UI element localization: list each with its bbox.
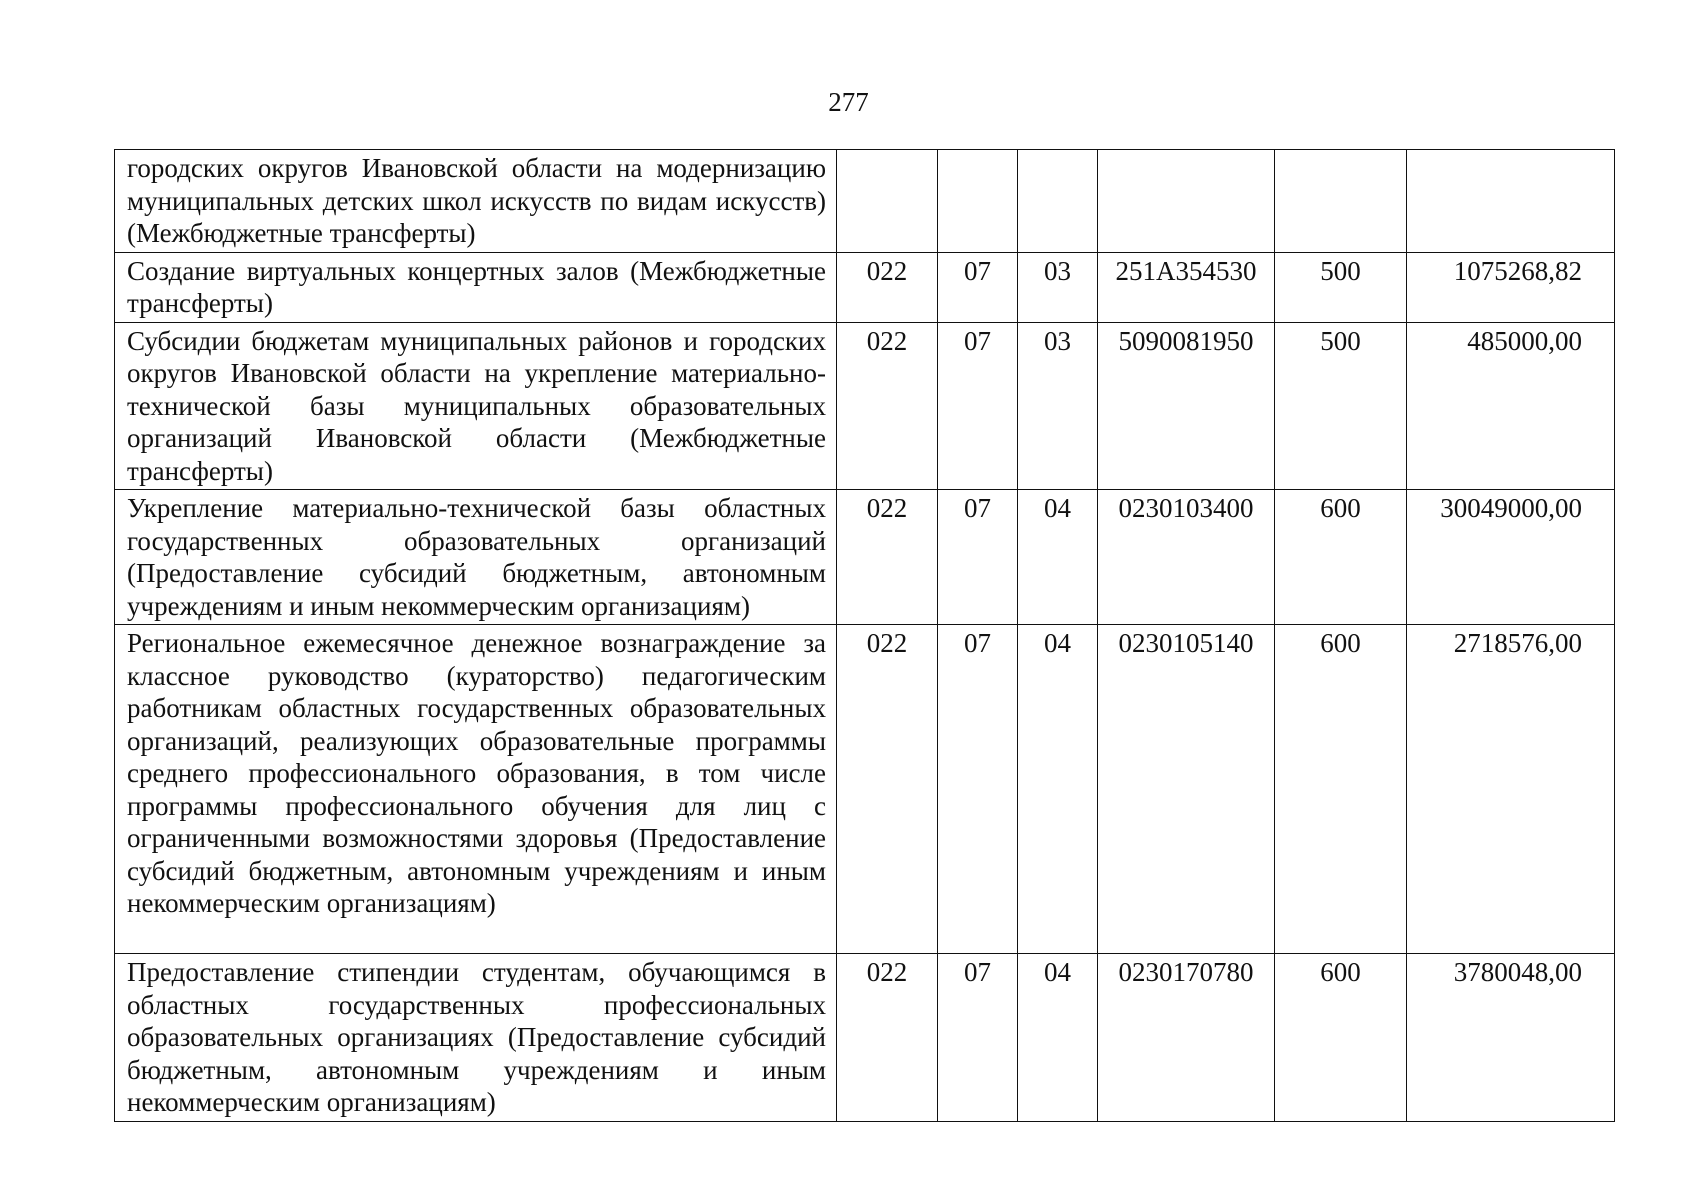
ministry-code [837, 150, 938, 253]
section-code: 07 [938, 625, 1018, 954]
subsection-code: 04 [1018, 490, 1098, 625]
section-code: 07 [938, 322, 1018, 490]
amount-value: 30049000,00 [1407, 490, 1615, 625]
table-row [115, 625, 1615, 954]
section-code: 07 [938, 252, 1018, 322]
amount-value: 485000,00 [1407, 322, 1615, 490]
ministry-code: 022 [837, 954, 938, 1122]
expense-type-code: 500 [1275, 322, 1407, 490]
section-code [938, 150, 1018, 253]
page-number: 277 [828, 87, 869, 117]
section-code: 07 [938, 490, 1018, 625]
table-row [115, 322, 1615, 490]
amount-value [1407, 150, 1615, 253]
ministry-code: 022 [837, 252, 938, 322]
expense-type-code: 600 [1275, 954, 1407, 1122]
expense-type-code [1275, 150, 1407, 253]
row-description: Создание виртуальных концертных залов (Межбюджетные трансферты) [115, 252, 837, 322]
expense-type-code: 600 [1275, 625, 1407, 954]
target-article-code: 5090081950 [1098, 322, 1275, 490]
subsection-code: 03 [1018, 322, 1098, 490]
amount-value: 1075268,82 [1407, 252, 1615, 322]
table-row [115, 150, 1615, 253]
target-article-code: 0230103400 [1098, 490, 1275, 625]
section-code: 07 [938, 954, 1018, 1122]
budget-table [114, 149, 1615, 1122]
subsection-code: 04 [1018, 954, 1098, 1122]
ministry-code: 022 [837, 322, 938, 490]
target-article-code: 0230170780 [1098, 954, 1275, 1122]
amount-value: 2718576,00 [1407, 625, 1615, 954]
expense-type-code: 500 [1275, 252, 1407, 322]
amount-value: 3780048,00 [1407, 954, 1615, 1122]
table-row [115, 954, 1615, 1122]
table-row [115, 252, 1615, 322]
table-row [115, 490, 1615, 625]
subsection-code: 04 [1018, 625, 1098, 954]
ministry-code: 022 [837, 490, 938, 625]
subsection-code: 03 [1018, 252, 1098, 322]
row-description: Субсидии бюджетам муниципальных районов и городских округов Ивановской области на укрепление материально-технической базы муниципальных образовательных организаций Ивановской области (Межбюджетные трансферты) [115, 322, 837, 490]
row-description: городских округов Ивановской области на модернизацию муниципальных детских школ искусств по видам искусств) (Межбюджетные трансферты) [115, 150, 837, 253]
row-description: Региональное ежемесячное денежное вознаграждение за классное руководство (кураторство) педагогическим работникам областных государственных образовательных организаций, реализующих образовательные программы среднего профессионального образования, в том числе программы профессионального обучения для лиц с ограниченными возможностями здоровья (Предоставление субсидий бюджетным, автономным учреждениям и иным некоммерческим организациям) [115, 625, 837, 954]
target-article-code: 251A354530 [1098, 252, 1275, 322]
target-article-code [1098, 150, 1275, 253]
target-article-code: 0230105140 [1098, 625, 1275, 954]
row-description: Предоставление стипендии студентам, обучающимся в областных государственных профессиональных образовательных организациях (Предоставление субсидий бюджетным, автономным учреждениям и иным некоммерческим организациям) [115, 954, 837, 1122]
expense-type-code: 600 [1275, 490, 1407, 625]
ministry-code: 022 [837, 625, 938, 954]
subsection-code [1018, 150, 1098, 253]
row-description: Укрепление материально-технической базы областных государственных образовательных организаций (Предоставление субсидий бюджетным, автономным учреждениям и иным некоммерческим организациям) [115, 490, 837, 625]
